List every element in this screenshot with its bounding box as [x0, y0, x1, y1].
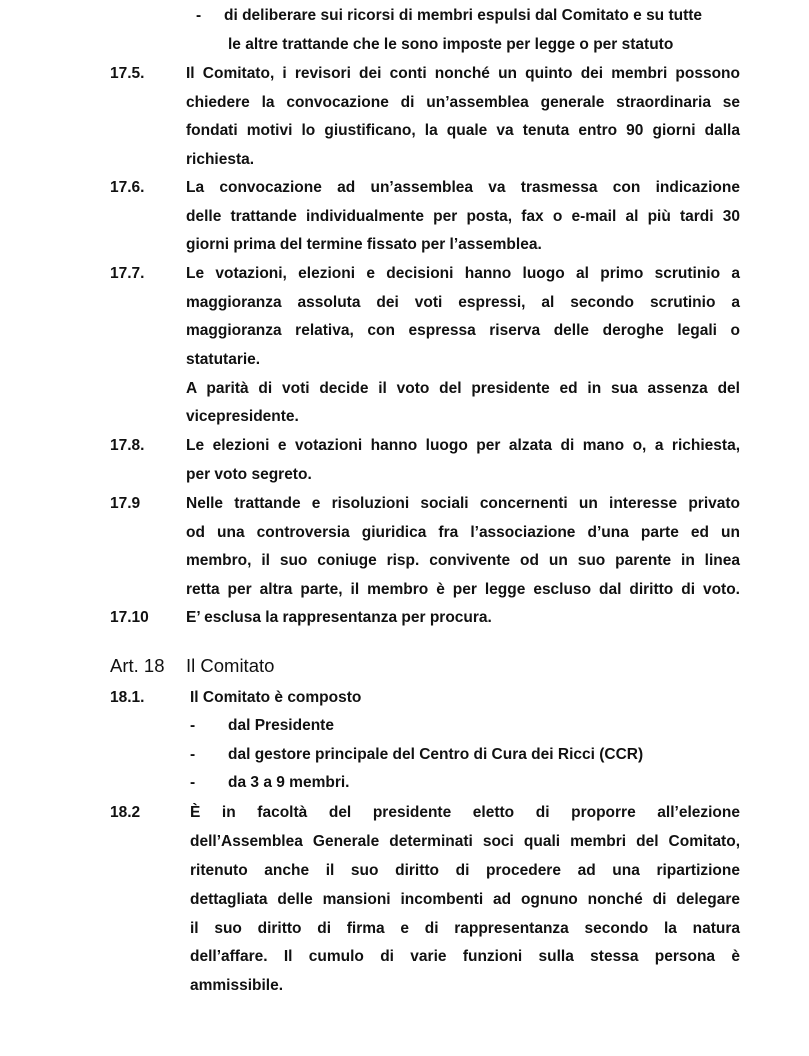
paragraph-line: Le votazioni, elezioni e decisioni hanno luogo al primo scrutinio a [186, 265, 740, 282]
paragraph-line: retta per altra parte, il membro è per legge escluso dal diritto di voto. [186, 581, 740, 598]
paragraph-line: chiedere la convocazione di un’assemblea generale straordinaria se [186, 94, 740, 111]
item-number: 18.1. [110, 689, 145, 706]
paragraph-line: È in facoltà del presidente eletto di proporre all’elezione [190, 804, 740, 821]
bullet-text-line: dal Presidente [228, 717, 334, 734]
item-number: 17.10 [110, 609, 149, 626]
bullet-dash: - [190, 746, 196, 763]
item-number: 17.8. [110, 437, 145, 454]
paragraph-line: vicepresidente. [186, 408, 299, 425]
paragraph-line: Nelle trattande e risoluzioni sociali concernenti un interesse privato [186, 495, 740, 512]
item-number: 17.5. [110, 65, 145, 82]
bullet-text-line: dal gestore principale del Centro di Cura dei Ricci (CCR) [228, 746, 644, 763]
item-number: 17.6. [110, 179, 145, 196]
bullet-dash: - [196, 7, 202, 24]
item-number: 18.2 [110, 804, 141, 821]
paragraph-line: il suo diritto di firma e di rappresentanza secondo la natura [190, 920, 740, 937]
paragraph-line: dell’affare. Il cumulo di varie funzioni sulla stessa persona è [190, 948, 740, 965]
paragraph-line: richiesta. [186, 151, 255, 168]
paragraph-line: per voto segreto. [186, 466, 312, 483]
paragraph-line: dettagliata delle mansioni incombenti ad ognuno nonché di delegare [190, 891, 740, 908]
item-number: 17.7. [110, 265, 145, 282]
paragraph-line: fondati motivi lo giustificano, la quale va tenuta entro 90 giorni dalla [186, 122, 740, 139]
paragraph-line: Le elezioni e votazioni hanno luogo per alzata di mano o, a richiesta, [186, 437, 740, 454]
paragraph-line: E’ esclusa la rappresentanza per procura. [186, 609, 492, 626]
article-number: Art. 18 [110, 655, 165, 676]
paragraph-line: ammissibile. [190, 977, 284, 994]
paragraph-line: ritenuto anche il suo diritto di procedere ad una ripartizione [190, 862, 740, 879]
paragraph-line: dell’Assemblea Generale determinati soci quali membri del Comitato, [190, 833, 740, 850]
article-title: Il Comitato [186, 655, 275, 676]
paragraph-line: maggioranza relativa, con espressa riserva delle deroghe legali o [186, 322, 740, 339]
item-number: 17.9 [110, 495, 141, 512]
paragraph-line: membro, il suo coniuge risp. convivente od un suo parente in linea [186, 552, 740, 569]
bullet-text-line: le altre trattande che le sono imposte per legge o per statuto [228, 36, 674, 53]
paragraph-line: A parità di voti decide il voto del presidente ed in sua assenza del [186, 380, 740, 397]
bullet-dash: - [190, 717, 196, 734]
paragraph-line: Il Comitato è composto [190, 689, 362, 706]
paragraph-line: La convocazione ad un’assemblea va trasmessa con indicazione [186, 179, 740, 196]
bullet-dash: - [190, 774, 196, 791]
paragraph-line: maggioranza assoluta dei voti espressi, al secondo scrutinio a [186, 294, 740, 311]
paragraph-line: Il Comitato, i revisori dei conti nonché un quinto dei membri possono [186, 65, 740, 82]
paragraph-line: od una controversia giuridica fra l’associazione d’una parte ed un [186, 524, 740, 541]
bullet-text-line: da 3 a 9 membri. [228, 774, 350, 791]
paragraph-line: delle trattande individualmente per posta, fax o e-mail al più tardi 30 [186, 208, 740, 225]
bullet-text-line: di deliberare sui ricorsi di membri espulsi dal Comitato e su tutte [224, 7, 703, 24]
paragraph-line: statutarie. [186, 351, 261, 368]
paragraph-line: giorni prima del termine fissato per l’assemblea. [186, 236, 542, 253]
